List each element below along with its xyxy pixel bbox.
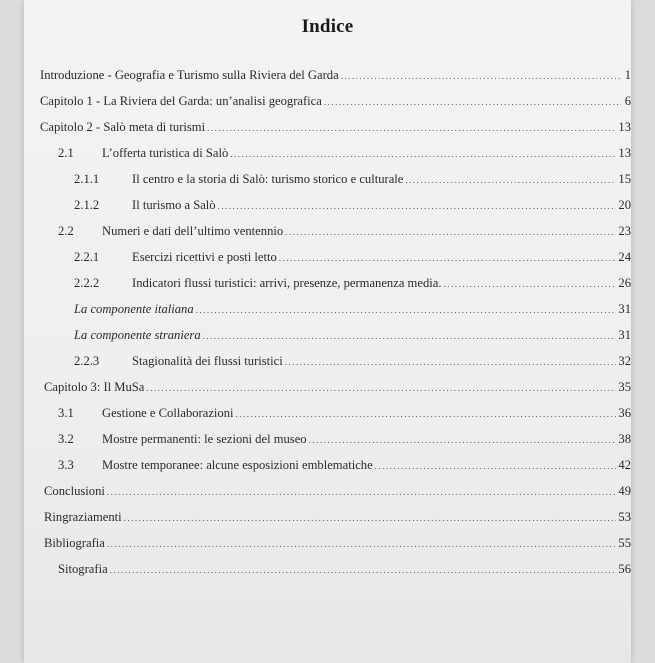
toc-page-number: 31 (618, 302, 631, 316)
toc-page-number: 15 (618, 172, 631, 186)
toc-row (40, 62, 631, 88)
toc-entry-2-1-2[interactable] (74, 192, 631, 219)
toc-row (40, 400, 631, 426)
dot-leader (285, 349, 617, 375)
toc-entry-label: Indicatori flussi turistici: arrivi, presenze, permanenza media. (132, 276, 442, 290)
dot-leader (309, 427, 617, 453)
toc-entry-label: Conclusioni (44, 484, 105, 498)
dot-leader (107, 531, 617, 557)
section-number: 2.2 (58, 224, 74, 238)
toc-entry-label: Numeri e dati dell’ultimo ventennio (102, 224, 284, 238)
toc-page-number: 56 (618, 562, 631, 576)
toc-entry-label: Ringraziamenti (44, 510, 122, 524)
toc-row (40, 426, 631, 452)
dot-leader (203, 323, 617, 349)
toc-page-number: 20 (618, 198, 631, 212)
dot-leader (230, 141, 616, 167)
dot-leader (341, 63, 621, 89)
toc-entry-label: Sitografia (58, 562, 108, 576)
toc-entry-label: Introduzione - Geografia e Turismo sulla Riviera del Garda (40, 68, 339, 82)
dot-leader (405, 167, 616, 193)
toc-row (40, 556, 631, 582)
toc-entry-label: Mostre temporanee: alcune esposizioni emblematiche (102, 458, 373, 472)
toc-entry-label: La componente italiana (74, 302, 194, 316)
toc-row (40, 530, 631, 556)
toc-entry-label: La componente straniera (74, 328, 201, 342)
toc-entry-label: Capitolo 3: Il MuSa (44, 380, 145, 394)
toc-page-number: 32 (618, 354, 631, 368)
toc-entry-conclusioni[interactable] (44, 478, 631, 505)
toc-entry-componente-italiana[interactable] (74, 296, 631, 323)
toc-entry-introduzione[interactable] (40, 62, 631, 89)
toc-page-number: 36 (618, 406, 631, 420)
toc-entry-capitolo-1[interactable] (40, 88, 631, 115)
page-title: Indice (301, 16, 354, 37)
dot-leader (110, 557, 617, 583)
toc-row (40, 322, 631, 348)
toc-entry-2-2-3[interactable] (74, 348, 631, 375)
document-page (24, 0, 631, 663)
toc-page-number: 31 (618, 328, 631, 342)
toc-entry-bibliografia[interactable] (44, 530, 631, 557)
dot-leader (207, 115, 616, 141)
toc-entry-3-1[interactable] (58, 400, 631, 427)
toc-row (40, 114, 631, 140)
toc-page-number: 42 (618, 458, 631, 472)
toc-page-number: 23 (618, 224, 631, 238)
toc-page-number: 53 (618, 510, 631, 524)
toc-row (40, 478, 631, 504)
toc-page-number: 35 (618, 380, 631, 394)
toc-entry-label: Stagionalità dei flussi turistici (132, 354, 283, 368)
dot-leader (324, 89, 621, 115)
toc-row (40, 244, 631, 270)
toc-entry-label: Il turismo a Salò (132, 198, 216, 212)
section-number: 2.1.2 (74, 198, 100, 212)
toc-entry-2-1-1[interactable] (74, 166, 631, 193)
section-number: 2.1.1 (74, 172, 100, 186)
toc-entry-label: Capitolo 1 - La Riviera del Garda: un’analisi geografica (40, 94, 322, 108)
toc-page-number: 13 (618, 146, 631, 160)
toc-entry-componente-straniera[interactable] (74, 322, 631, 349)
dot-leader (236, 401, 617, 427)
toc-row (40, 140, 631, 166)
toc-row (40, 296, 631, 322)
dot-leader (279, 245, 617, 271)
toc-row (40, 374, 631, 400)
toc-entry-label: Gestione e Collaborazioni (102, 406, 234, 420)
dot-leader (196, 297, 617, 323)
toc-page-number: 26 (618, 276, 631, 290)
toc-entry-label: L’offerta turistica di Salò (102, 146, 229, 160)
dot-leader (218, 193, 617, 219)
toc-row (40, 504, 631, 530)
toc-page-number: 55 (618, 536, 631, 550)
toc-entry-label: Esercizi ricettivi e posti letto (132, 250, 277, 264)
section-number: 3.3 (58, 458, 74, 472)
toc-entry-sitografia[interactable] (58, 556, 631, 583)
toc-row (40, 270, 631, 296)
toc-row (40, 192, 631, 218)
toc-entry-capitolo-3[interactable] (44, 374, 631, 401)
toc-page-number: 38 (618, 432, 631, 446)
toc-page-number: 1 (624, 68, 631, 82)
section-number: 2.2.3 (74, 354, 100, 368)
toc-entry-3-2[interactable] (58, 426, 631, 453)
toc-entry-2-2-2[interactable] (74, 270, 631, 297)
section-number: 2.2.2 (74, 276, 100, 290)
toc-row (40, 166, 631, 192)
section-number: 3.2 (58, 432, 74, 446)
table-of-contents (40, 62, 631, 582)
toc-entry-2-1[interactable] (58, 140, 631, 167)
dot-leader (124, 505, 617, 531)
dot-leader (146, 375, 616, 401)
toc-entry-label: Capitolo 2 - Salò meta di turismi (40, 120, 206, 134)
toc-row (40, 452, 631, 478)
toc-entry-2-2[interactable] (58, 218, 631, 245)
dot-leader (375, 453, 617, 479)
dot-leader (285, 219, 616, 245)
toc-row (40, 218, 631, 244)
toc-page-number: 49 (618, 484, 631, 498)
toc-entry-label: Mostre permanenti: le sezioni del museo (102, 432, 307, 446)
toc-page-number: 24 (618, 250, 631, 264)
toc-entry-3-3[interactable] (58, 452, 631, 479)
toc-row (40, 348, 631, 374)
section-number: 2.1 (58, 146, 74, 160)
dot-leader (443, 271, 616, 297)
toc-entry-capitolo-2[interactable] (40, 114, 631, 141)
toc-entry-label: Il centro e la storia di Salò: turismo storico e culturale (132, 172, 404, 186)
toc-entry-ringraziamenti[interactable] (44, 504, 631, 531)
toc-page-number: 13 (618, 120, 631, 134)
dot-leader (107, 479, 617, 505)
toc-page-number: 6 (624, 94, 631, 108)
toc-row (40, 88, 631, 114)
toc-entry-2-2-1[interactable] (74, 244, 631, 271)
toc-entry-label: Bibliografia (44, 536, 105, 550)
section-number: 2.2.1 (74, 250, 100, 264)
section-number: 3.1 (58, 406, 74, 420)
